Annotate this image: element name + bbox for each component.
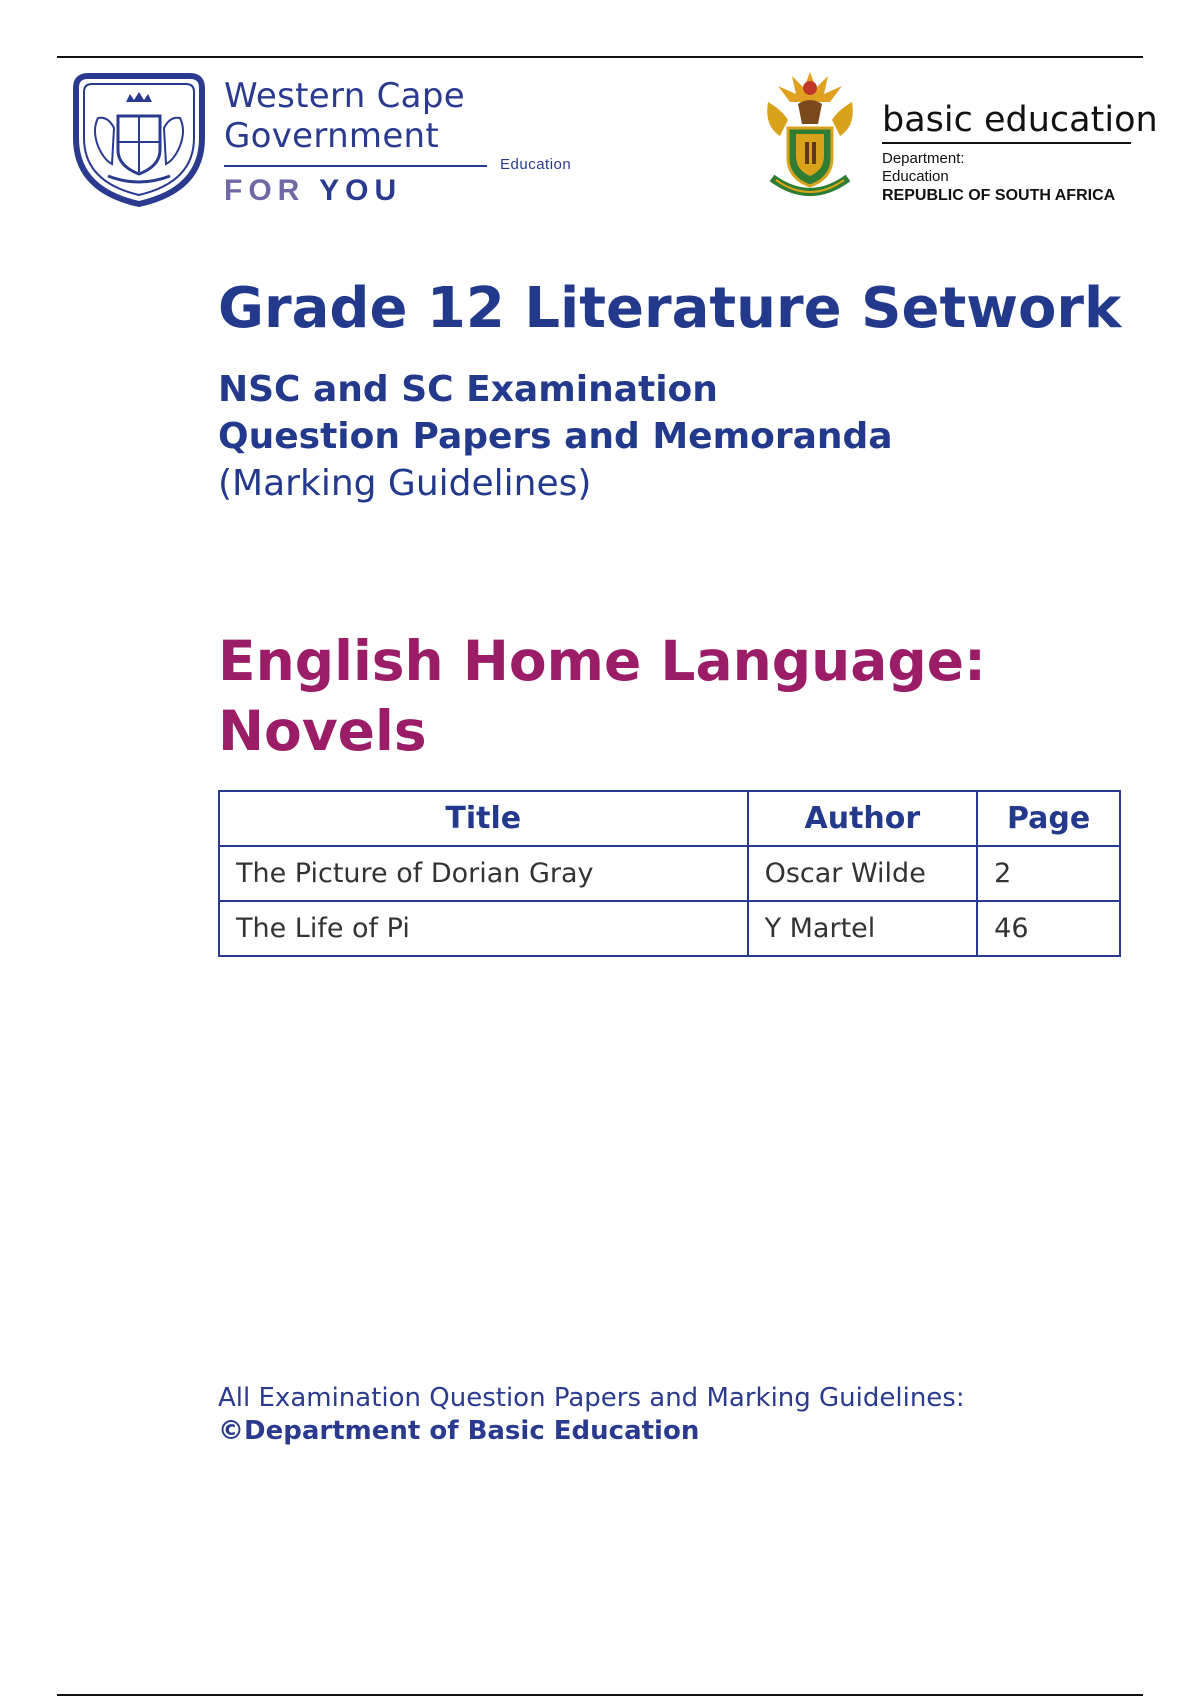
dbe-department-label: Department: [882, 150, 965, 167]
table-row [219, 901, 1120, 956]
wc-name-line1: Western Cape [224, 76, 465, 116]
western-cape-coat-of-arms-icon [68, 68, 210, 210]
cell-title: The Picture of Dorian Gray [219, 846, 748, 901]
cell-author: Oscar Wilde [748, 846, 978, 901]
western-cape-wordmark [224, 76, 465, 156]
dbe-education-label: Education [882, 168, 949, 185]
south-africa-coat-of-arms-icon [758, 66, 862, 206]
table-header-row [219, 791, 1120, 846]
dbe-country-label: REPUBLIC OF SOUTH AFRICA [882, 187, 1116, 204]
section-title-line-2: Novels [218, 699, 427, 763]
wc-you-word: YOU [319, 174, 403, 207]
dbe-wordmark [882, 100, 1158, 206]
column-header-author: Author [748, 791, 978, 846]
column-header-page: Page [977, 791, 1120, 846]
footer-line-1: All Examination Question Papers and Marking Guidelines: [218, 1383, 965, 1413]
dbe-divider [882, 142, 1131, 144]
bottom-rule [57, 1694, 1143, 1696]
setwork-table [218, 790, 1121, 957]
section-title [218, 626, 986, 766]
cell-page: 2 [977, 846, 1120, 901]
wc-education-label: Education [500, 156, 572, 173]
dbe-title: basic education [882, 100, 1158, 140]
cell-title: The Life of Pi [219, 901, 748, 956]
wc-divider [224, 165, 487, 167]
top-rule [57, 56, 1143, 58]
section-title-line-1: English Home Language: [218, 629, 987, 693]
wc-for-you-tagline [224, 174, 402, 208]
wc-name-line2: Government [224, 116, 440, 156]
cell-author: Y Martel [748, 901, 978, 956]
subtitle-line-2: Question Papers and Memoranda [218, 416, 893, 457]
footer-line-2: ©Department of Basic Education [218, 1416, 700, 1446]
wc-for-word: FOR [224, 174, 306, 207]
subtitle-line-3: (Marking Guidelines) [218, 463, 592, 504]
subtitle-line-1: NSC and SC Examination [218, 369, 718, 410]
page-subtitle [218, 366, 893, 507]
page-title: Grade 12 Literature Setwork [218, 276, 1122, 341]
column-header-title: Title [219, 791, 748, 846]
cell-page: 46 [977, 901, 1120, 956]
table-row [219, 846, 1120, 901]
copyright-footer [218, 1382, 965, 1448]
